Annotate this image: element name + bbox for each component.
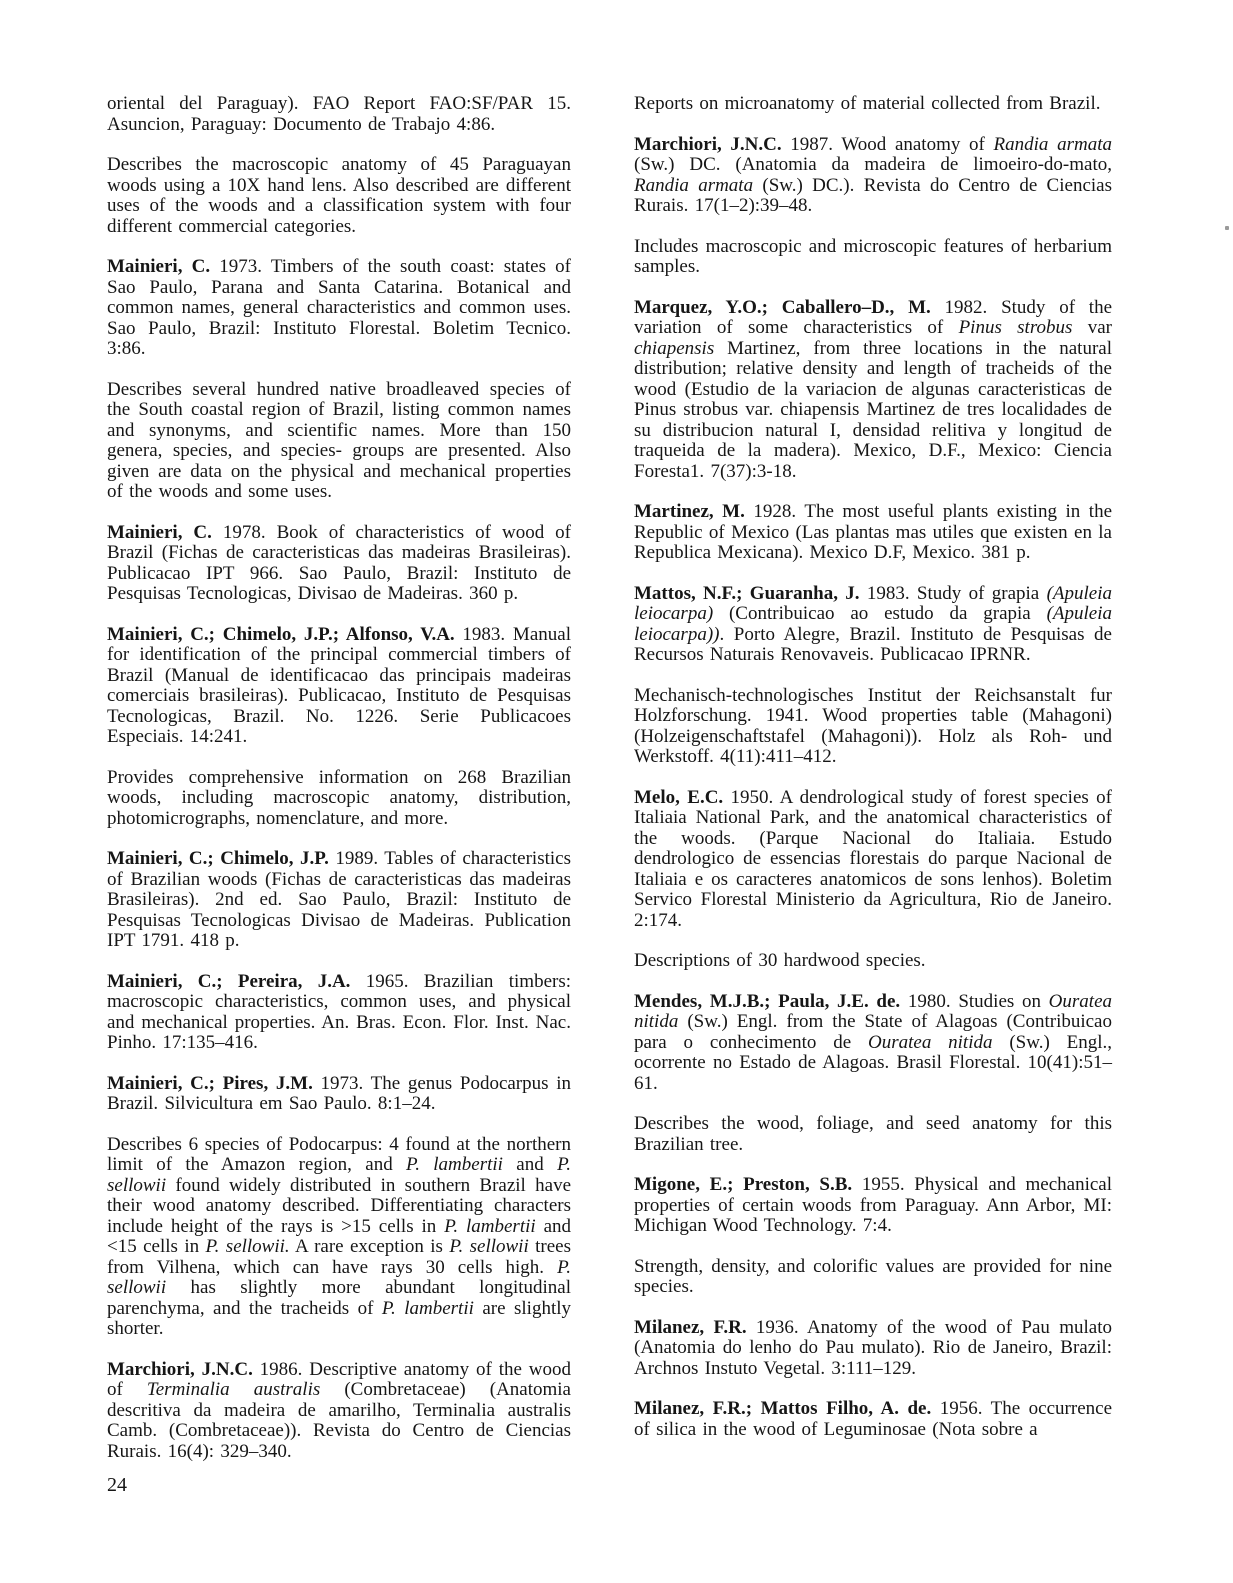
- reference-entry: Mainieri, C. 1973. Timbers of the south coast: states of Sao Paulo, Parana and Santa Catarina. Botanical and common names, general characteristics and common uses. Sao Paulo, Brazil: Instituto Florestal. Boletim Tecnico. 3:86.: [107, 256, 571, 359]
- annotation-paragraph: Describes the wood, foliage, and seed anatomy for this Brazilian tree.: [634, 1113, 1112, 1155]
- reference-entry: Mainieri, C.; Chimelo, J.P.; Alfonso, V.A. 1983. Manual for identification of the principal commercial timbers of Brazil (Manual de identificacao das principais madeiras comerciais brasileiras). Publicacao, Instituto de Pesquisas Tecnologicas, Brazil. No. 1226. Serie Publicacoes Especiais. 14:241.: [107, 623, 571, 747]
- reference-entry: Marchiori, J.N.C. 1987. Wood anatomy of Randia armata (Sw.) DC. (Anatomia da madeira de limoeiro-do-mato, Randia armata (Sw.) DC.). Revista do Centro de Ciencias Rurais. 17(1–2):39–48.: [634, 133, 1112, 216]
- reference-entry: Mainieri, C.; Pereira, J.A. 1965. Brazilian timbers: macroscopic characteristics, common uses, and physical and mechanical properties. An. Bras. Econ. Flor. Inst. Nac. Pinho. 17:135–416.: [107, 970, 571, 1053]
- reference-entry: Marquez, Y.O.; Caballero–D., M. 1982. Study of the variation of some characteristics of Pinus strobus var chiapensis Martinez, from three locations in the natural distribution; relative density and length of tracheids of the wood (Estudio de la variacion de algunas caracteristicas de Pinus strobus var. chiapensis Martinez de tres localidades de su distribucion natural I, densidad relitiva y longitud de traqueida de la madera). Mexico, D.F., Mexico: Ciencia Foresta1. 7(37):3-18.: [634, 296, 1113, 482]
- right-column: [634, 94, 1112, 1460]
- reference-entry: Melo, E.C. 1950. A dendrological study of forest species of Italiaia National Park, and the anatomical characteristics of the woods. (Parque Nacional do Italiaia. Estudo dendrologico de essencias florestais do parque Nacional de Italiaia e os caracteres anatomicos de sons lenhos). Boletim Servico Florestal Ministerio da Agricultura, Rio de Janeiro. 2:174.: [634, 786, 1112, 931]
- annotation-paragraph: Describes 6 species of Podocarpus: 4 found at the northern limit of the Amazon region, and P. lambertii and P. sellowii found widely distributed in southern Brazil have their wood anatomy described. Differentiating characters include height of the rays is >15 cells in P. lambertii and <15 cells in P. sellowii. A rare exception is P. sellowii trees from Vilhena, which can have rays 30 cells high. P. sellowii has slightly more abundant longitudinal parenchyma, and the tracheids of P. lambertii are slightly shorter.: [107, 1133, 572, 1339]
- reference-entry: Migone, E.; Preston, S.B. 1955. Physical and mechanical properties of certain woods from Paraguay. Ann Arbor, MI: Michigan Wood Technology. 7:4.: [634, 1174, 1112, 1236]
- reference-entry: Marchiori, J.N.C. 1986. Descriptive anatomy of the wood of Terminalia australis (Combretaceae) (Anatomia descritiva da madeira de amarilho, Terminalia australis Camb. (Combretaceae)). Revista do Centro de Ciencias Rurais. 16(4): 329–340.: [107, 1358, 571, 1462]
- annotation-paragraph: Provides comprehensive information on 268 Brazilian woods, including macroscopic anatomy, distribution, photomicrographs, nomenclature, and more.: [107, 766, 571, 829]
- scan-artifact: [1225, 226, 1229, 230]
- reference-entry: Mechanisch-technologisches Institut der Reichsanstalt fur Holzforschung. 1941. Wood properties table (Mahagoni) (Holzeigenschaftstafel (Mahagoni)). Holz als Roh- und Werkstoff. 4(11):411–412.: [634, 684, 1112, 767]
- reference-entry: Milanez, F.R.; Mattos Filho, A. de. 1956. The occurrence of silica in the wood of Leguminosae (Nota sobre a: [634, 1398, 1113, 1440]
- annotation-paragraph: Strength, density, and colorific values are provided for nine species.: [634, 1255, 1112, 1297]
- reference-entry: Mainieri, C.; Pires, J.M. 1973. The genus Podocarpus in Brazil. Silvicultura em Sao Paulo. 8:1–24.: [107, 1072, 572, 1114]
- annotation-paragraph: Descriptions of 30 hardwood species.: [634, 950, 926, 971]
- reference-entry: Mattos, N.F.; Guaranha, J. 1983. Study of grapia (Apuleia leiocarpa) (Contribuicao ao estudo da grapia (Apuleia leiocarpa)). Porto Alegre, Brazil. Instituto de Pesquisas de Recursos Naturais Renovaveis. Publicacao IPRNR.: [634, 582, 1112, 665]
- annotation-paragraph: Reports on microanatomy of material collected from Brazil.: [634, 93, 1101, 114]
- reference-entry: oriental del Paraguay). FAO Report FAO:SF/PAR 15. Asuncion, Paraguay: Documento de Trabajo 4:86.: [107, 93, 571, 135]
- left-column: [107, 94, 571, 1482]
- reference-entry: Milanez, F.R. 1936. Anatomy of the wood of Pau mulato (Anatomia do lenho do Pau mulato). Rio de Janeiro, Brazil: Archnos Instuto Vegetal. 3:111–129.: [634, 1316, 1112, 1379]
- annotation-paragraph: Describes the macroscopic anatomy of 45 Paraguayan woods using a 10X hand lens. Also described are different uses of the woods and a classification system with four different commercial categories.: [107, 154, 571, 237]
- annotation-paragraph: Describes several hundred native broadleaved species of the South coastal region of Brazil, listing common names and synonyms, and scientific names. More than 150 genera, species, and species- groups are presented. Also given are data on the physical and mechanical properties of the woods and some uses.: [107, 378, 571, 502]
- reference-entry: Martinez, M. 1928. The most useful plants existing in the Republic of Mexico (Las plantas mas utiles que existen en la Republica Mexicana). Mexico D.F, Mexico. 381 p.: [634, 501, 1113, 563]
- reference-entry: Mainieri, C. 1978. Book of characteristics of wood of Brazil (Fichas de caracteristicas das madeiras Brasileiras). Publicacao IPT 966. Sao Paulo, Brazil: Instituto de Pesquisas Tecnologicas, Divisao de Madeiras. 360 p.: [107, 521, 571, 604]
- annotation-paragraph: Includes macroscopic and microscopic features of herbarium samples.: [634, 235, 1112, 277]
- reference-entry: Mainieri, C.; Chimelo, J.P. 1989. Tables of characteristics of Brazilian woods (Fichas de caracteristicas das madeiras Brasileiras). 2nd ed. Sao Paulo, Brazil: Instituto de Pesquisas Tecnologicas Divisao de Madeiras. Publication IPT 1791. 418 p.: [107, 848, 571, 951]
- reference-entry: Mendes, M.J.B.; Paula, J.E. de. 1980. Studies on Ouratea nitida (Sw.) Engl. from the State of Alagoas (Contribuicao para o conhecimento de Ouratea nitida (Sw.) Engl., ocorrente no Estado de Alagoas. Brasil Florestal. 10(41):51–61.: [634, 990, 1112, 1094]
- page-number: 24: [107, 1474, 127, 1496]
